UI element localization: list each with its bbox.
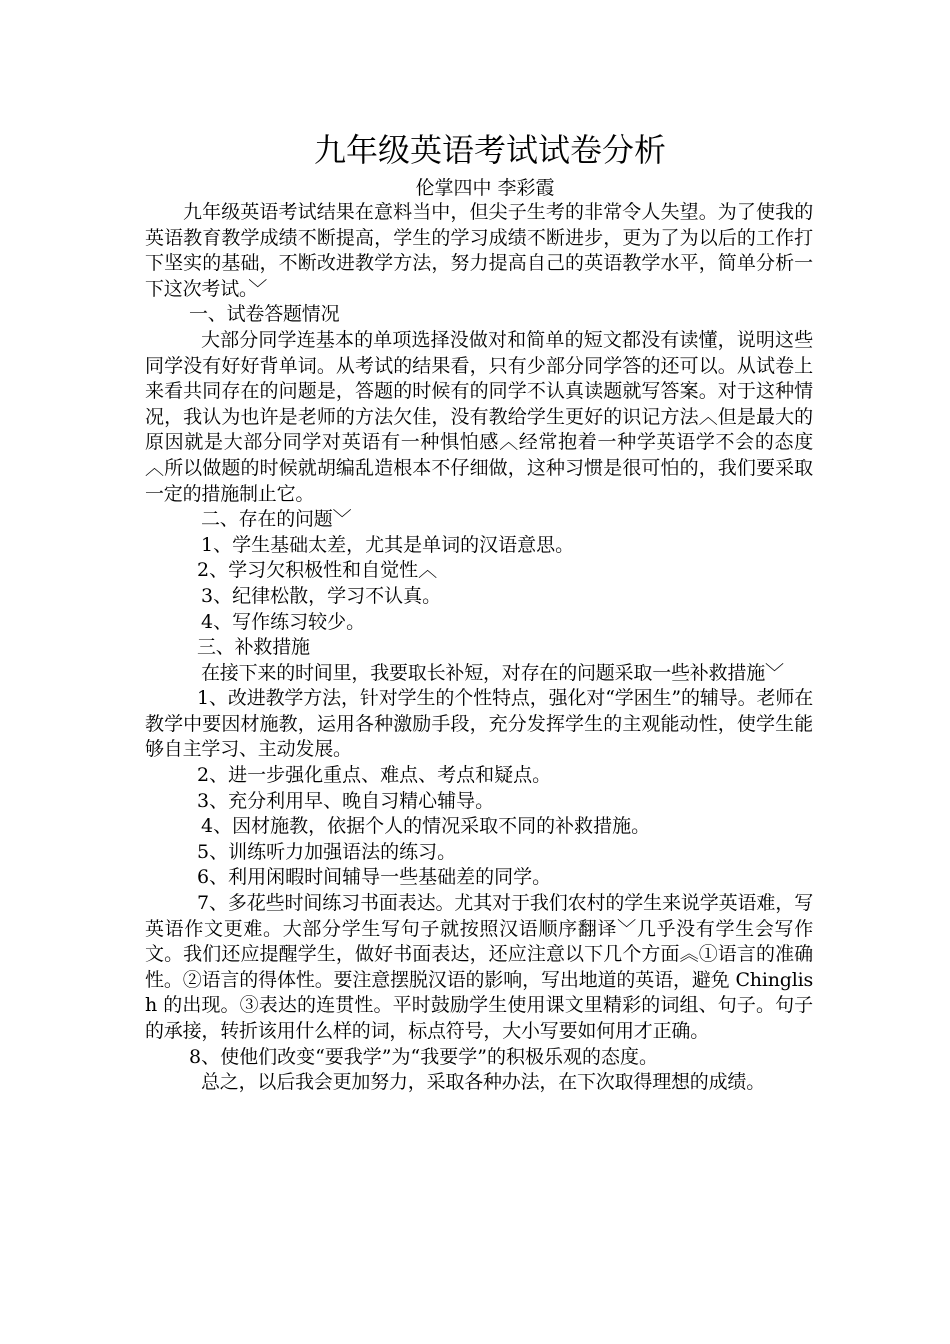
section2-item-2: 2、学习欠积极性和自觉性︿ <box>197 559 438 582</box>
conclusion-paragraph: 总之，以后我会更加努力，采取各种办法，在下次取得理想的成绩。 <box>201 1071 766 1094</box>
section3-item-6: 6、利用闲暇时间辅导一些基础差的同学。 <box>197 866 552 889</box>
section3-item-3: 3、充分利用早、晚自习精心辅导。 <box>197 789 495 812</box>
intro-paragraph: 九年级英语考试结果在意料当中，但尖子生考的非常令人失望。为了使我的英语教育教学成绩不断提高，学生的学习成绩不断进步，更为了为以后的工作打下坚实的基础，不断改进教学方法，努力提高自己的英语教学水平，简单分析一下这次考试。﹀ <box>145 201 813 300</box>
author-byline: 伦掌四中 李彩霞 <box>415 177 555 199</box>
section3-item-2: 2、进一步强化重点、难点、考点和疑点。 <box>197 764 552 787</box>
section2-item-1: 1、学生基础太差，尤其是单词的汉语意思。 <box>201 533 575 556</box>
document-page <box>145 128 813 1096</box>
section3-heading: 三、补救措施 <box>197 636 310 659</box>
section3-intro: 在接下来的时间里，我要取长补短，对存在的问题采取一些补救措施﹀ <box>201 661 784 684</box>
section3-item-1: 1、改进教学方法，针对学生的个性特点，强化对“学困生”的辅导。老师在教学中要因材施教，运用各种激励手段，充分发挥学生的主观能动性，使学生能够自主学习、主动发展。 <box>145 687 813 761</box>
document-title: 九年级英语考试试卷分析 <box>313 131 666 169</box>
section1-body: 大部分同学连基本的单项选择没做对和简单的短文都没有读懂，说明这些同学没有好好背单词。从考试的结果看，只有少部分同学答的还可以。从试卷上来看共同存在的问题是，答题的时候有的同学不认真读题就写答案。对于这种情况，我认为也许是老师的方法欠佳，没有教给学生更好的识记方法︿但是最大的原因就是大部分同学对英语有一种惧怕感︿经常抱着一种学英语学不会的态度︿所以做题的时候就胡编乱造根本不仔细做，这种习惯是很可怕的，我们要采取一定的措施制止它。 <box>145 328 813 505</box>
section1-heading: 一、试卷答题情况 <box>189 303 340 326</box>
section3-item-4: 4、因材施教，依据个人的情况采取不同的补救措施。 <box>201 815 651 838</box>
section2-item-4: 4、写作练习较少。 <box>201 610 366 633</box>
section3-item-8: 8、使他们改变“要我学”为“我要学”的积极乐观的态度。 <box>189 1045 658 1068</box>
section3-item-5: 5、训练听力加强语法的练习。 <box>197 840 457 863</box>
section3-item-7: 7、多花些时间练习书面表达。尤其对于我们农村的学生来说学英语难，写英语作文更难。大部分学生写句子就按照汉语顺序翻译﹀几乎没有学生会写作文。我们还应提醒学生，做好书面表达，还应注意以下几个方面︽①语言的准确性。②语言的得体性。要注意摆脱汉语的影响，写出地道的英语，避免 Chinglish 的出现。③表达的连贯性。平时鼓励学生使用课文里精彩的词组、句子。句子的承接，转折该用什么样的词，标点符号，大小写要如何用才正确。 <box>145 892 813 1042</box>
section2-heading: 二、存在的问题﹀ <box>201 508 352 531</box>
section2-item-3: 3、纪律松散，学习不认真。 <box>201 584 442 607</box>
